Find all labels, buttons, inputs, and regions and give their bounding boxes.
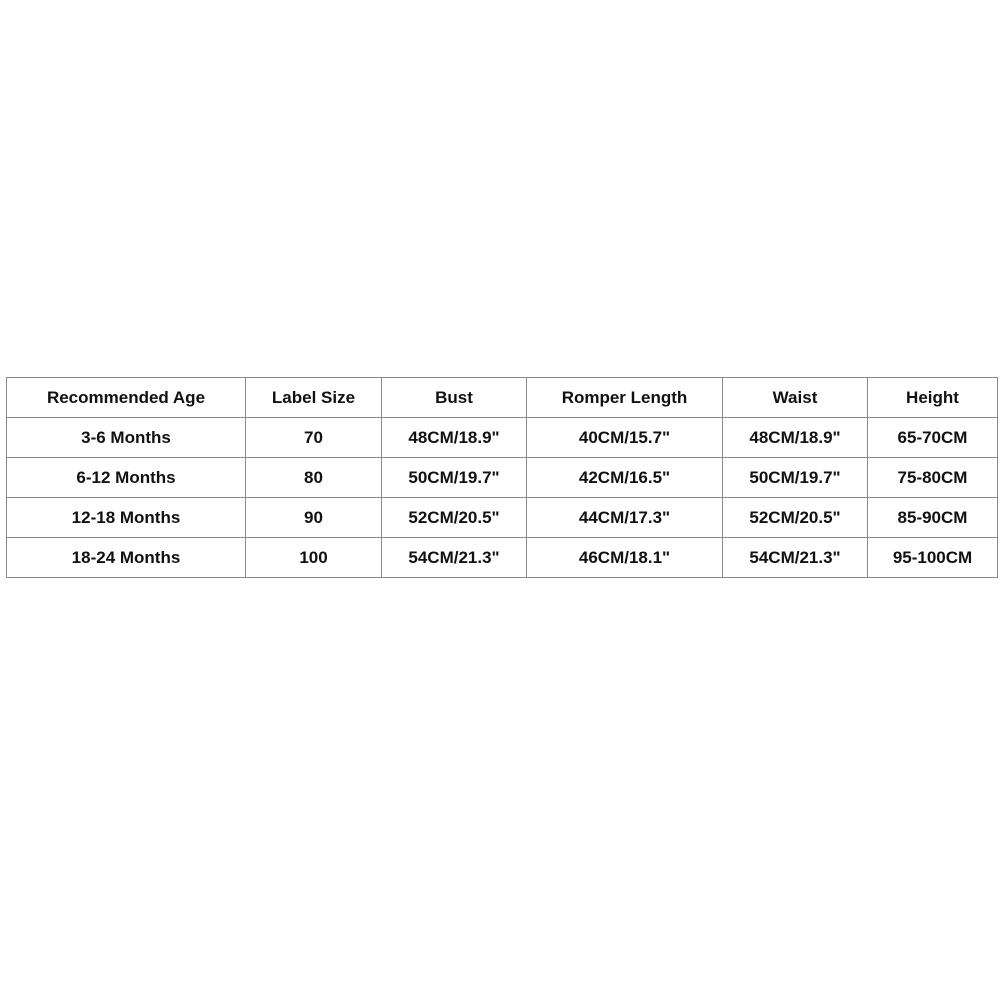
header-height: Height xyxy=(868,378,998,418)
cell-bust: 50CM/19.7" xyxy=(382,458,527,498)
header-label-size: Label Size xyxy=(246,378,382,418)
cell-recommended-age: 18-24 Months xyxy=(7,538,246,578)
cell-label-size: 80 xyxy=(246,458,382,498)
table-row xyxy=(7,458,998,498)
cell-recommended-age: 12-18 Months xyxy=(7,498,246,538)
table-header-row xyxy=(7,378,998,418)
cell-label-size: 70 xyxy=(246,418,382,458)
size-chart-table xyxy=(6,377,998,578)
table-row xyxy=(7,418,998,458)
header-recommended-age: Recommended Age xyxy=(7,378,246,418)
cell-recommended-age: 6-12 Months xyxy=(7,458,246,498)
cell-waist: 52CM/20.5" xyxy=(723,498,868,538)
cell-height: 85-90CM xyxy=(868,498,998,538)
cell-label-size: 90 xyxy=(246,498,382,538)
header-waist: Waist xyxy=(723,378,868,418)
cell-romper-length: 42CM/16.5" xyxy=(527,458,723,498)
cell-height: 75-80CM xyxy=(868,458,998,498)
cell-height: 65-70CM xyxy=(868,418,998,458)
cell-waist: 50CM/19.7" xyxy=(723,458,868,498)
header-romper-length: Romper Length xyxy=(527,378,723,418)
cell-bust: 48CM/18.9" xyxy=(382,418,527,458)
cell-waist: 48CM/18.9" xyxy=(723,418,868,458)
cell-romper-length: 44CM/17.3" xyxy=(527,498,723,538)
cell-bust: 54CM/21.3" xyxy=(382,538,527,578)
table-row xyxy=(7,538,998,578)
cell-romper-length: 46CM/18.1" xyxy=(527,538,723,578)
cell-label-size: 100 xyxy=(246,538,382,578)
cell-height: 95-100CM xyxy=(868,538,998,578)
cell-romper-length: 40CM/15.7" xyxy=(527,418,723,458)
table-row xyxy=(7,498,998,538)
header-bust: Bust xyxy=(382,378,527,418)
cell-bust: 52CM/20.5" xyxy=(382,498,527,538)
cell-waist: 54CM/21.3" xyxy=(723,538,868,578)
cell-recommended-age: 3-6 Months xyxy=(7,418,246,458)
